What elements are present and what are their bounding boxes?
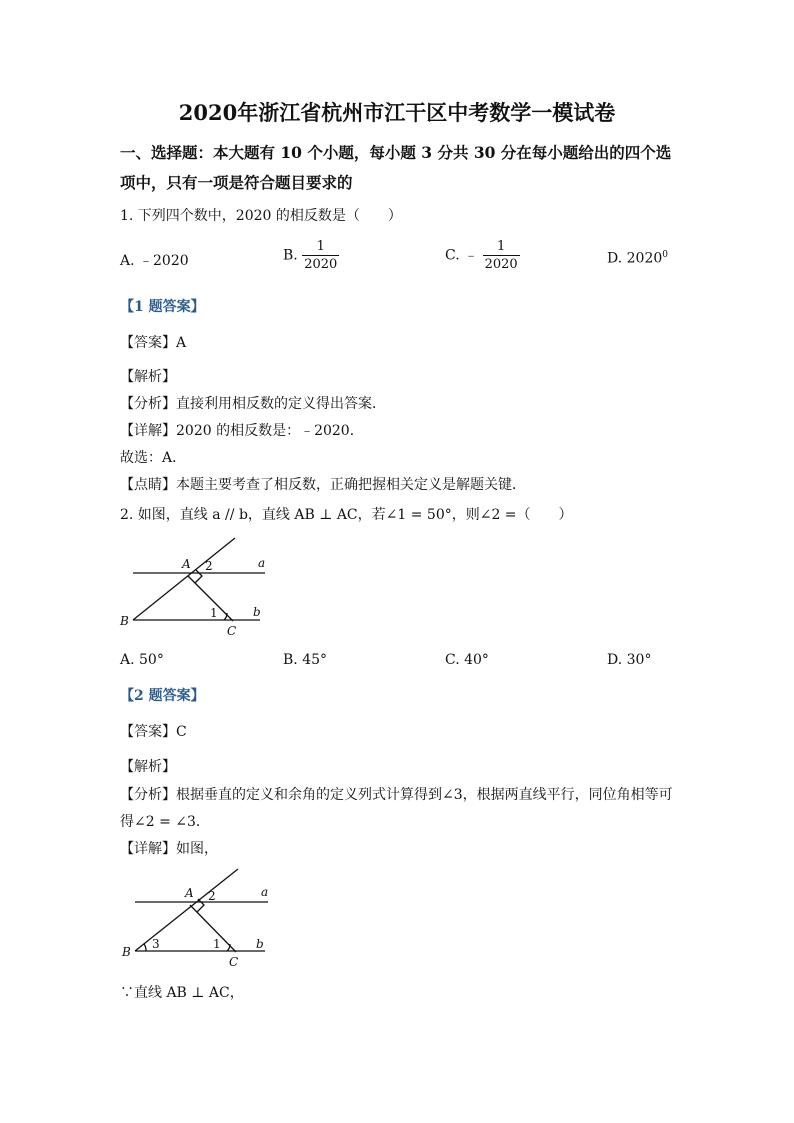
q1-option-b-prefix: B. bbox=[283, 247, 298, 264]
q1-detail: 【详解】2020 的相反数是：﹣2020． bbox=[120, 423, 364, 439]
q1-option-b-numerator: 1 bbox=[316, 239, 325, 254]
detail-label-a: a bbox=[261, 885, 269, 899]
label-C: C bbox=[227, 624, 237, 638]
label-2: 2 bbox=[205, 559, 213, 573]
right-angle-mark bbox=[195, 570, 202, 583]
q1-option-c-prefix: C. ﹣ bbox=[445, 247, 479, 264]
label-1: 1 bbox=[210, 606, 218, 620]
q2-option-b: B. 45° bbox=[283, 652, 328, 668]
q1-answer-heading: 【1 题答案】 bbox=[120, 299, 205, 315]
detail-label-C: C bbox=[229, 955, 239, 969]
q1-analysis: 【分析】直接利用相反数的定义得出答案． bbox=[120, 396, 386, 412]
q1-option-a: A. ﹣2020 bbox=[120, 253, 189, 269]
label-A: A bbox=[182, 557, 191, 571]
q2-option-c: C. 40° bbox=[445, 652, 489, 668]
q1-conclusion: 故选：A． bbox=[120, 450, 187, 466]
q1-option-d-base: D. 2020 bbox=[607, 250, 663, 267]
q1-analysis-heading: 【解析】 bbox=[120, 369, 176, 385]
q2-answer-heading: 【2 题答案】 bbox=[120, 688, 205, 704]
q1-option-c-numerator: 1 bbox=[496, 239, 506, 254]
q1-option-b-fraction bbox=[302, 238, 339, 273]
q2-option-d: D. 30° bbox=[607, 652, 652, 668]
q2-analysis-heading: 【解析】 bbox=[120, 759, 176, 775]
q1-option-d bbox=[607, 250, 668, 267]
detail-label-2: 2 bbox=[208, 889, 216, 903]
detail-label-b: b bbox=[256, 937, 264, 951]
q1-option-b bbox=[283, 238, 339, 273]
q2-stem: 2. 如图，直线 a // b，直线 AB ⊥ AC，若∠1 = 50°，则∠2 =（ ） bbox=[120, 507, 573, 523]
q2-figure bbox=[110, 533, 280, 643]
q2-detail: 【详解】如图， bbox=[120, 841, 218, 857]
q1-option-c-denominator: 2020 bbox=[484, 257, 518, 272]
detail-angle-3-arc bbox=[144, 944, 146, 951]
section-heading-line2: 项中，只有一项是符合题目要求的 bbox=[120, 173, 353, 192]
q1-option-d-exponent: 0 bbox=[662, 250, 668, 260]
detail-label-B: B bbox=[122, 945, 131, 959]
q1-option-b-denominator: 2020 bbox=[304, 257, 338, 272]
q1-option-c bbox=[445, 238, 520, 273]
section-heading-line1: 一、选择题：本大题有 10 个小题，每小题 3 分共 30 分在每小题给出的四个选 bbox=[120, 143, 672, 162]
label-a: a bbox=[258, 556, 266, 570]
document-title: 2020年浙江省杭州市江干区中考数学一模试卷 bbox=[178, 100, 616, 125]
detail-label-1: 1 bbox=[213, 937, 221, 951]
q2-answer: 【答案】C bbox=[120, 724, 187, 740]
q2-analysis-line1: 【分析】根据垂直的定义和余角的定义列式计算得到∠3，根据两直线平行，同位角相等可 bbox=[120, 787, 673, 803]
detail-label-3: 3 bbox=[152, 937, 160, 951]
label-b: b bbox=[253, 605, 261, 619]
label-B: B bbox=[120, 614, 129, 628]
q1-comment: 【点睛】本题主要考查了相反数，正确把握相关定义是解题关键． bbox=[120, 477, 526, 493]
q1-answer: 【答案】A bbox=[120, 335, 187, 351]
q1-stem: 1. 下列四个数中，2020 的相反数是（ ） bbox=[120, 208, 402, 224]
q2-option-a: A. 50° bbox=[120, 652, 164, 668]
q1-option-c-fraction bbox=[483, 238, 520, 273]
detail-label-A: A bbox=[185, 886, 194, 900]
q2-analysis-line2: 得∠2 = ∠3． bbox=[120, 814, 210, 830]
q2-detail-figure bbox=[110, 866, 285, 971]
q2-since: ∵直线 AB ⊥ AC， bbox=[120, 985, 244, 1001]
